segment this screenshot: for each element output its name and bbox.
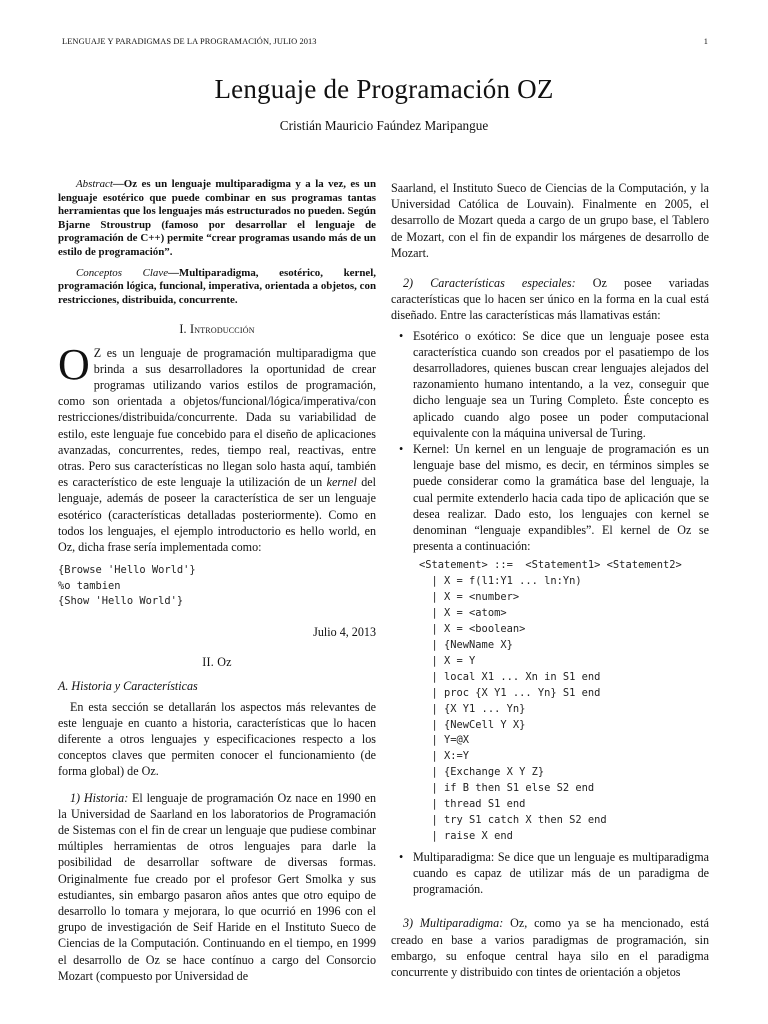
features-list: [391, 328, 709, 555]
abstract-label: Abstract: [76, 178, 113, 190]
keywords: [58, 267, 376, 308]
list-item: • Multiparadigma: Se dice que un lenguaje es multiparadigma cuando es capaz de utilizar más de un paradigma de programación.: [399, 849, 709, 897]
intro-paragraph: O Z es un lenguaje de programación multiparadigma que brinda a sus desarrolladores la oportunidad de crear programas utilizando varios estilos de programación, como son orientada a objetos/funcional/lógica/imperativa/con restricciones/distribuida/concurrente. Dada su variabilidad de estilo, este lenguaje fue concebido para el diseño de aplicaciones avanzadas, concurrentes, redes, tiempo real, reactivas, entre otras. Pero sus características no llegan solo hasta aquí, también es característico de este lenguaje la utilización de un kernel del lenguaje, además de poseer la característica de ser un lenguaje esotérico (características detalladas posteriormente). Como en todos los lenguajes, el ejemplo introductorio es hello world, en Oz, dicha frase sería implementada como:: [58, 339, 376, 554]
bullet-icon: •: [399, 442, 404, 457]
running-head-title: LENGUAJE Y PARADIGMAS DE LA PROGRAMACIÓN, JULIO 2013: [62, 37, 317, 46]
multiparadigma-paragraph: 3) Multiparadigma: Oz, como ya se ha mencionado, está creado en base a varios paradigmas de programación, sin embargo, su enfoque central haya silo en el paradigma concurrente y distribuido con tintes de orientación a objetos: [391, 916, 709, 979]
historia-continued: Saarland, el Instituto Sueco de Ciencias de la Computación, y la Universidad Católica de Louvain). Finalmente en 2005, el desarrollo de Mozart queda a cargo de un grupo base, el Tablero de Mozart, con el fin de expandir los márgenes de desarrollo de Mozart.: [391, 181, 709, 260]
bullet-icon: •: [399, 849, 404, 864]
especiales-paragraph: 2) Características especiales: Oz posee variadas características que lo hacen ser único en la forma en la cual está diseñado. Entre las características más llamativas están:: [391, 276, 709, 323]
hello-world-code: {Browse 'Hello World'} %o tambien {Show 'Hello World'}: [58, 564, 196, 608]
right-column: [391, 180, 709, 980]
historia-paragraph: 1) Historia: El lenguaje de programación Oz nace en 1990 en la Universidad de Saarland en los laboratorios de Programación de Sistemas con el fin de crear un lenguaje que pudiese combinar múltiples herramientas de otros lenguajes para darle la posibilidad de desarrollar software de diversas formas. Originalmente fue creado por el profesor Gert Smolka y sus estudiantes, sin embargo pasaron años antes que otro equipo de desarrollo lo tomara y mejorara, lo que ocurrió en 1996 con el grupo de investigación de Seif Haride en el Instituto Sueco de Ciencias de la Computación. Continuando en el tiempo, en 1999 el desarrollo de Oz se hace contínuo a cargo del Consorcio Mozart (compuesto por Universidad de: [58, 790, 377, 983]
running-head: [62, 37, 708, 46]
page-number: 1: [703, 37, 708, 46]
section-heading-intro: I. Introducción: [179, 322, 255, 337]
kernel-term: kernel: [326, 475, 357, 490]
author-name: Cristián Mauricio Faúndez Maripangue: [279, 118, 489, 133]
section-heading-oz: II. Oz: [202, 655, 232, 670]
list-item: • Esotérico o exótico: Se dice que un lenguaje posee esta característica cuando son creados por el pasatiempo de los desarrolladores, quienes buscan crear lenguajes alejados del razonamiento humano intentando, a la vez, conseguir que dicho lenguaje sea un Turing Completo. Éste concepto es aplicado cuando algo posee un poder computacional equivalente con la máquina universal de Turing.: [399, 328, 709, 440]
keywords-text: —Multiparadigma, esotérico, kernel, programación lógica, funcional, imperativa, orientada a objetos, con restricciones, distribuida, concurrente.: [58, 266, 376, 306]
paper-title: Lenguaje de Programación OZ: [214, 74, 554, 104]
drop-cap: O: [58, 339, 90, 389]
bullet-icon: •: [399, 328, 404, 343]
date-line: Julio 4, 2013: [313, 624, 376, 639]
oz-intro-paragraph: En esta sección se detallarán los aspectos más relevantes de este lenguaje en cuanto a historia, características que lo hacen diferente a otros lenguajes y especificaciones respecto a los conceptos claves que permiten conocer el funcionamiento (de forma global) de Oz.: [58, 699, 376, 779]
subsection-historia: A. Historia y Características: [58, 679, 198, 694]
keywords-label: Conceptos Clave: [76, 266, 169, 279]
abstract: [58, 178, 376, 260]
features-list-cont: [391, 849, 709, 898]
left-column: [58, 178, 376, 984]
list-item: • Kernel: Un kernel en un lenguaje de programación es un lenguaje base del mismo, es decir, en términos simples se puede considerar como la gramática base del lenguaje, la cual permite extenderlo hacia cada tipo de aplicación que se desea realizar. Dado esto, los lenguajes con kernel se denominan “lenguaje expandibles”. El kernel de Oz se presenta a continuación:: [399, 442, 709, 554]
abstract-text: —Oz es un lenguaje multiparadigma y a la vez, es un lenguaje esotérico que puede combinar en sus programas tantas herramientas que los lenguajes más estructurados no pueden. Según Bjarne Stroustrup (famoso por desarrollar el lenguaje de programación de C++) permite “crear programas usando más de un estilo de programación”.: [58, 178, 376, 258]
kernel-code: <Statement> ::= <Statement1> <Statement2> | X = f(l1:Y1 ... ln:Yn) | X = <number> | X = <atom> | X = <boolean> | {NewName X} | X = Y | local X1 ... Xn in S1 end | proc {X Y1 ... Yn} S1 end | {X Y1 ... Yn} | {NewCell Y X} | Y=@X | X:=Y | {Exchange X Y Z} | if B then S1 else S2 end | thread S1 end | try S1 catch X then S2 end | raise X end: [419, 559, 682, 842]
